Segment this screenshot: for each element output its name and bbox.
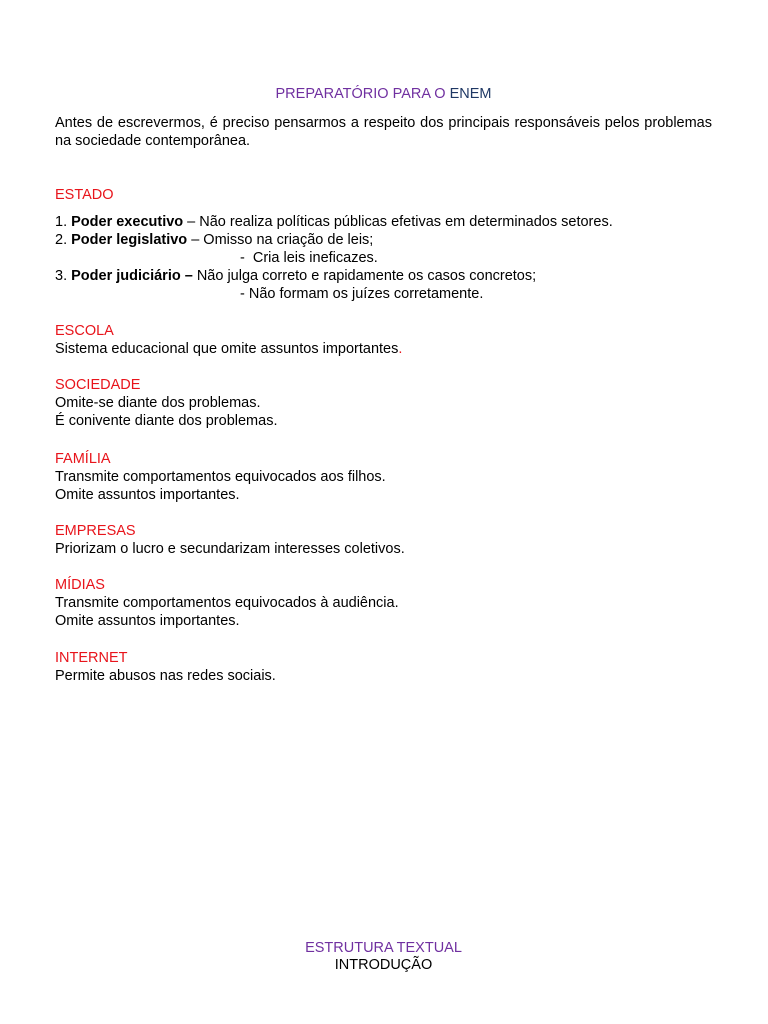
- empresas-line-1: Priorizam o lucro e secundarizam interesses coletivos.: [55, 541, 405, 557]
- footer-title: ESTRUTURA TEXTUAL: [305, 940, 462, 956]
- section-heading-empresas: EMPRESAS: [55, 523, 136, 539]
- midias-line-2: Omite assuntos importantes.: [55, 613, 240, 629]
- footer-subtitle: INTRODUÇÃO: [334, 957, 433, 973]
- page-footer: [55, 940, 712, 974]
- estado-item-3-sub: - Não formam os juízes corretamente.: [240, 286, 484, 302]
- section-escola: [55, 322, 712, 358]
- familia-line-1: Transmite comportamentos equivocados aos filhos.: [55, 469, 386, 485]
- section-heading-escola: ESCOLA: [55, 323, 114, 339]
- item-bold-label: Poder legislativo: [71, 232, 188, 248]
- escola-period: .: [398, 341, 403, 357]
- section-sociedade: [55, 376, 712, 430]
- section-empresas: [55, 522, 712, 558]
- midias-line-1: Transmite comportamentos equivocados à audiência.: [55, 595, 399, 611]
- item-bold-label: Poder executivo: [71, 214, 184, 230]
- section-midias: [55, 576, 712, 630]
- estado-item-2-sub: - Cria leis ineficazes.: [240, 250, 378, 266]
- item-text: Não julga correto e rapidamente os casos concretos;: [192, 268, 537, 284]
- item-number: 2.: [55, 232, 72, 248]
- estado-item-2: [55, 231, 712, 249]
- familia-line-2: Omite assuntos importantes.: [55, 487, 240, 503]
- intro-paragraph: Antes de escrevermos, é preciso pensarmos a respeito dos principais responsáveis pelos problemas na sociedade contemporânea.: [55, 115, 712, 149]
- section-heading-estado: ESTADO: [55, 187, 114, 203]
- sociedade-line-2: É conivente diante dos problemas.: [55, 413, 278, 429]
- title-part-2: ENEM: [449, 86, 492, 102]
- section-heading-familia: FAMÍLIA: [55, 451, 111, 467]
- section-familia: [55, 450, 712, 504]
- sociedade-line-1: Omite-se diante dos problemas.: [55, 395, 261, 411]
- internet-line-1: Permite abusos nas redes sociais.: [55, 668, 276, 684]
- estado-item-3: [55, 267, 712, 285]
- estado-item-1: [55, 213, 712, 231]
- item-bold-label: Poder judiciário –: [71, 268, 193, 284]
- escola-text: Sistema educacional que omite assuntos importantes: [55, 341, 399, 357]
- section-heading-internet: INTERNET: [55, 650, 128, 666]
- page-title: [55, 85, 712, 103]
- section-internet: [55, 649, 712, 685]
- section-estado: [55, 186, 712, 303]
- title-part-1: PREPARATÓRIO PARA O: [275, 86, 450, 102]
- item-number: 1.: [55, 214, 72, 230]
- section-heading-midias: MÍDIAS: [55, 577, 105, 593]
- item-text: – Não realiza políticas públicas efetivas em determinados setores.: [183, 214, 613, 230]
- section-heading-sociedade: SOCIEDADE: [55, 377, 141, 393]
- escola-line-1: [55, 340, 712, 358]
- item-number: 3.: [55, 268, 72, 284]
- item-text: – Omisso na criação de leis;: [187, 232, 374, 248]
